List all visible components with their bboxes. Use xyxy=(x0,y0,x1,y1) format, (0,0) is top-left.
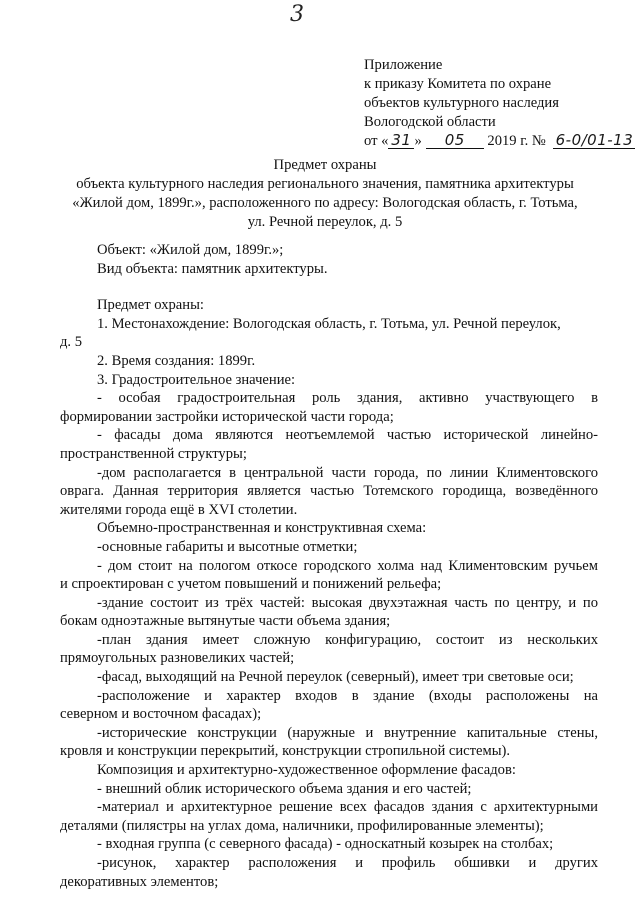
body-line: -план здания имеет сложную конфигурацию, состоит из нескольких xyxy=(97,631,598,648)
body-line: - входная группа (с северного фасада) - односкатный козырек на столбах; xyxy=(97,836,554,853)
title-line: «Жилой дом, 1899г.», расположенного по адресу: Вологодская область, г. Тотьма, xyxy=(72,195,578,211)
handwritten-day: 31 xyxy=(388,133,414,149)
body-line: Предмет охраны: xyxy=(97,297,204,314)
body-line: кровля и конструкции перекрытий, конструкции стропильной системы). xyxy=(60,743,511,760)
document-title xyxy=(40,156,610,232)
body-line: - особая градостроительная роль здания, активно участвующего в xyxy=(97,390,598,407)
body-line: -основные габариты и высотные отметки; xyxy=(97,538,358,555)
body-line: - дом стоит на пологом откосе городского холма над Климентовским ручьем xyxy=(97,557,598,574)
body-line: Объект: «Жилой дом, 1899г.»; xyxy=(97,242,284,258)
body-line: д. 5 xyxy=(60,334,83,351)
title-line: объекта культурного наследия регионального значения, памятника архитектуры xyxy=(76,176,574,192)
body-line: Вид объекта: памятник архитектуры. xyxy=(97,260,328,277)
body-line: - внешний облик исторического объема здания и его частей; xyxy=(97,780,472,797)
body-line: оврага. Данная территория является частью Тотемского городища, возведённого xyxy=(60,483,598,500)
document-body xyxy=(60,241,598,891)
handwritten-month: 05 xyxy=(426,133,484,149)
body-line: бокам одноэтажные вытянутые части объема здания; xyxy=(60,613,391,630)
body-line: -расположение и характер входов в здание (входы расположены на xyxy=(97,687,598,704)
body-line: -рисунок, характер расположения и профиль обшивки и других xyxy=(97,855,598,871)
appendix-line: Вологодской области xyxy=(364,114,496,130)
body-line: -здание состоит из трёх частей: высокая двухэтажная часть по центру, и по xyxy=(97,594,598,611)
title-line: ул. Речной переулок, д. 5 xyxy=(247,214,403,230)
body-line: декоративных элементов; xyxy=(60,873,219,890)
handwritten-order-number: 6-0/01-13 xyxy=(553,133,635,149)
body-line: северном и восточном фасадах); xyxy=(60,706,262,723)
body-line: и спроектирован с учетом повышений и понижений рельефа; xyxy=(60,576,442,593)
page-number: 3 xyxy=(290,2,304,27)
body-line: прямоугольных разновеликих частей; xyxy=(60,650,295,667)
appendix-line: Приложение xyxy=(364,57,443,73)
appendix-block xyxy=(364,56,635,151)
body-line: -фасад, выходящий на Речной переулок (северный), имеет три световые оси; xyxy=(97,669,574,686)
body-line: формировании застройки исторической части города; xyxy=(60,408,394,425)
body-line: Композиция и архитектурно-художественное оформление фасадов: xyxy=(97,762,516,779)
paragraph-gap xyxy=(60,278,598,296)
body-line: 2. Время создания: 1899г. xyxy=(97,352,256,369)
body-line: 1. Местонахождение: Вологодская область, г. Тотьма, ул. Речной переулок, xyxy=(97,315,561,332)
body-line: пространственной структуры; xyxy=(60,445,247,462)
body-line: -исторические конструкции (наружные и внутренние капитальные стены, xyxy=(97,724,598,741)
date-month-separator: » xyxy=(414,133,422,149)
appendix-date-line xyxy=(364,132,635,151)
date-year: 2019 г. № xyxy=(487,133,546,149)
date-prefix: от « xyxy=(364,133,389,149)
appendix-line: к приказу Комитета по охране xyxy=(364,76,552,92)
title-line: Предмет охраны xyxy=(273,157,377,173)
appendix-line: объектов культурного наследия xyxy=(364,95,559,111)
body-line: деталями (пилястры на углах дома, наличники, профилированные элементы); xyxy=(60,817,544,834)
body-line: Объемно-пространственная и конструктивная схема: xyxy=(97,520,427,537)
body-line: -дом располагается в центральной части города, по линии Климентовского xyxy=(97,464,598,481)
body-line: - фасады дома являются неотъемлемой частью исторической линейно- xyxy=(97,427,598,444)
body-line: 3. Градостроительное значение: xyxy=(97,371,296,388)
body-line: жителями города ещё в XVI столетии. xyxy=(60,501,298,518)
body-line: -материал и архитектурное решение всех фасадов здания с архитектурными xyxy=(97,799,598,816)
